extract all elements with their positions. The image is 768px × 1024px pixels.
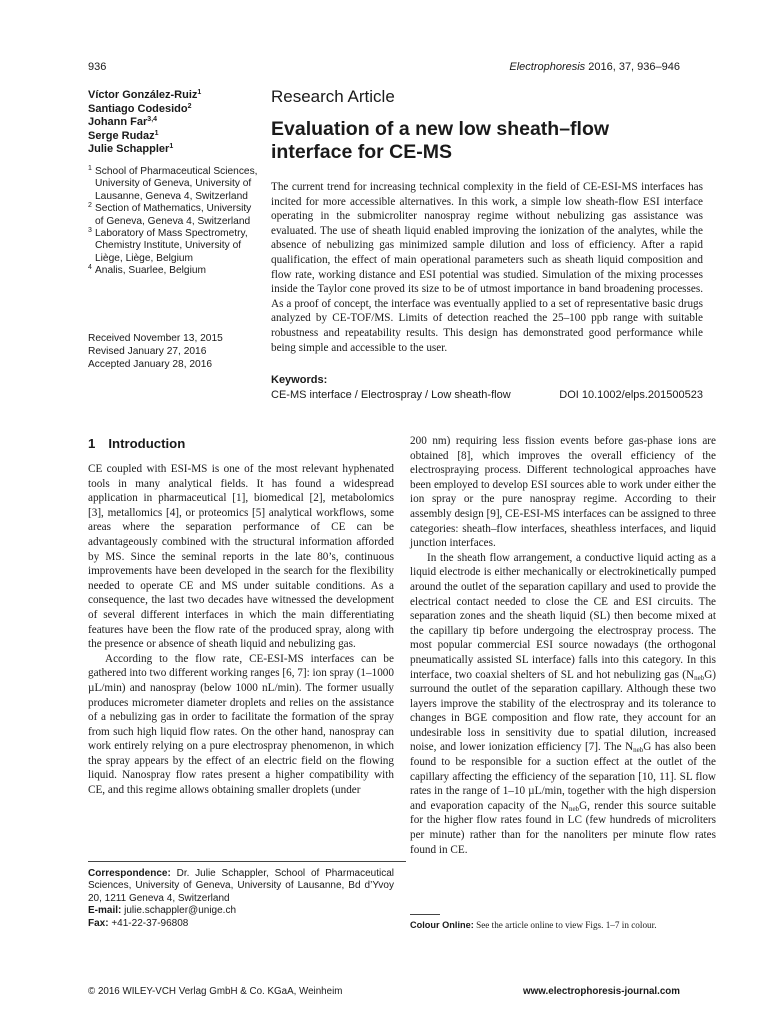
colour-online-note: Colour Online: See the article online to view Figs. 1–7 in colour. xyxy=(410,920,657,930)
paragraph: 200 nm) requiring less fission events before gas-phase ions are obtained [8], which improves the overall efficiency of the electrospraying process. Different technological approaches have been employed to develop ESI sources able to work under either the ion spray or the pure nanospray regime. According to their assembly design [9], CE-ESI-MS interfaces can be assigned to three categories: sheath–flow interfaces, sheathless interfaces, and liquid junction interfaces. xyxy=(410,435,716,550)
author: Víctor González-Ruiz$^1$ xyxy=(88,89,202,101)
journal-citation xyxy=(509,61,680,73)
paragraph: In the sheath flow arrangement, a conductive liquid acting as a liquid electrode is either mechanically or electrokinetically pumped around the outlet of the separation capillary and used to provide the electrical contact needed to close the CE and ESI circuits. The separation zones and the sheath liquid (SL) then become mixed at the capillary tip before undergoing the electrospray process. The most popular commercial ESI source nowadays (the orthogonal pneumatically assisted SL interface) falls into this category. In this interface, two coaxial shelters of SL and hot nebulizing gas $(N_{neb}G)$ surround the outlet of the separation capillary. Although these two layers improve the stability of the electrospray and its tolerance to changes in BGE composition and flow rate, they account for an undesirable loss in sensitivity due to spatial dilution, increased noise, and lower ionization efficiency [7]. The $N_{neb}G$ has also been found to be responsible for a suction effect at the outlet of the capillary affecting the efficiency of the separation [10, 11]. SL flow rates in the range of 1–10 µL/min, together with the high dispersion and evaporation capacity of the $N_{neb}G$, render this source suitable for the higher flow rates found in LC (few hundreds of microliters per minute) rather than for the nanoliters per minute flow rates found in CE. xyxy=(410,551,717,856)
revised-date: Revised January 27, 2016 xyxy=(88,346,207,357)
body-column-left xyxy=(88,462,394,798)
affiliation: 4 Analis, Suarlee, Belgium xyxy=(88,264,206,277)
received-date: Received November 13, 2015 xyxy=(88,333,223,344)
author: Johann Far$^{3,4}$ xyxy=(88,116,158,128)
footnote-divider xyxy=(410,914,440,915)
article-history xyxy=(88,332,258,371)
abstract: The current trend for increasing technical complexity in the field of CE-ESI-MS interfaces has incited for more accessible alternatives. In this work, a simple low sheath-flow ESI interface operating in the submicroliter nanospray regime without nebulizing gas assistance was evaluated. The use of sheath liquid enabled improving the ionization of the analytes, while the absence of nebulizing gas minimized sample dilution and loss of efficiency. After a rapid qualification, the effect of main operational parameters such as sheath liquid composition and flow rate, working distance and ESI potential was studied. Simulation of the mixing processes inside the Taylor cone proved its size to be of utmost importance in band broadening processes. As a proof of concept, the interface was eventually applied to a set of representative basic drugs analyzed by CE-TOF/MS. Limits of detection reached the 25–100 ppb range with suitable robustness and repeatability results. This design has demonstrated good performance while being simple and accessible to the user. xyxy=(271,181,703,354)
section-heading xyxy=(88,436,185,451)
author-list xyxy=(88,89,263,157)
author: Julie Schappler$^1$ xyxy=(88,143,174,155)
correspondence-note: Correspondence: Dr. Julie Schappler, School of Pharmaceutical Sciences, University of Geneva, University of Lausanne, Bd d’Yvoy 20, 1211 Geneva 4, Switzerland E-mail: julie.schappler@unige.ch Fax: +41-22-37-96808 xyxy=(88,868,394,929)
accepted-date: Accepted January 28, 2016 xyxy=(88,359,213,370)
article-type: Research Article xyxy=(271,87,395,106)
paragraph: According to the flow rate, CE-ESI-MS interfaces can be gathered into two different working ranges [6, 7]: ion spray (1–1000 µL/min) and nanospray (below 1000 nL/min). The former usually produces micrometer diameter droplets and relies on the assistance of a nebulizing gas in order to facilitate the formation of the spray from such high liquid flow rates. On the other hand, nanospray can work entirely relying on a pure electrospray phenomenon, in which the spray appears by the effect of an electric field on the flowing liquid. Nanospray flow rates present a higher compatibility with CE, and this regime allows obtaining smaller droplets (under xyxy=(88,652,394,797)
copyright: © 2016 WILEY-VCH Verlag GmbH & Co. KGaA, Weinheim xyxy=(88,986,343,997)
page-number: 936 xyxy=(88,61,107,73)
affiliation: 1 School of Pharmaceutical Sciences, University of Geneva, University of Lausanne, Geneva 4, Switzerland xyxy=(88,165,258,202)
email-link[interactable]: julie.schappler@unige.ch xyxy=(121,905,237,917)
author: Santiago Codesido$^2$ xyxy=(88,102,192,115)
paragraph: CE coupled with ESI-MS is one of the most relevant hyphenated tools in many analytical fields. It has found a widespread application in pharmaceutical [1], biomedical [2], metabolomics [3], metallomics [4], or proteomics [5] analytical workflows, some areas where the separation performance of CE can be advantageously combined with the structural information afforded by MS. Since the seminal reports in the late 80’s, continuous improvements have been developed in the search for the flexibility needed to operate CE and MS under suitable conditions. As a consequence, the last two decades have witnessed the development of several different interfaces in which the main differentiating features have been the flow rate of the produced spray, along with the presence or absence of sheath liquid and nebulizing gas. xyxy=(88,463,394,651)
journal-name: Electrophoresis xyxy=(509,61,586,73)
author: Serge Rudaz$^1$ xyxy=(88,129,159,142)
section-number: 1 xyxy=(88,436,96,451)
article-title: Evaluation of a new low sheath–flow interface for CE-MS xyxy=(271,118,610,163)
affiliation-list xyxy=(88,166,258,278)
body-column-right xyxy=(410,434,716,857)
section-title: Introduction xyxy=(108,436,186,451)
footnote-divider xyxy=(88,861,406,862)
journal-volume-pages: 2016, 37, 936–946 xyxy=(585,61,680,73)
keywords-label: Keywords: xyxy=(271,374,328,386)
keywords: CE-MS interface / Electrospray / Low sheath-flow xyxy=(271,389,511,401)
journal-website-link[interactable]: www.electrophoresis-journal.com xyxy=(523,986,680,997)
affiliation: 2 Section of Mathematics, University of Geneva, Geneva 4, Switzerland xyxy=(88,202,252,227)
keywords-line xyxy=(271,389,703,401)
affiliation: 3 Laboratory of Mass Spectrometry, Chemistry Institute, University of Liège, Liège, Belgium xyxy=(88,227,248,264)
doi-link[interactable]: DOI 10.1002/elps.201500523 xyxy=(559,389,703,401)
